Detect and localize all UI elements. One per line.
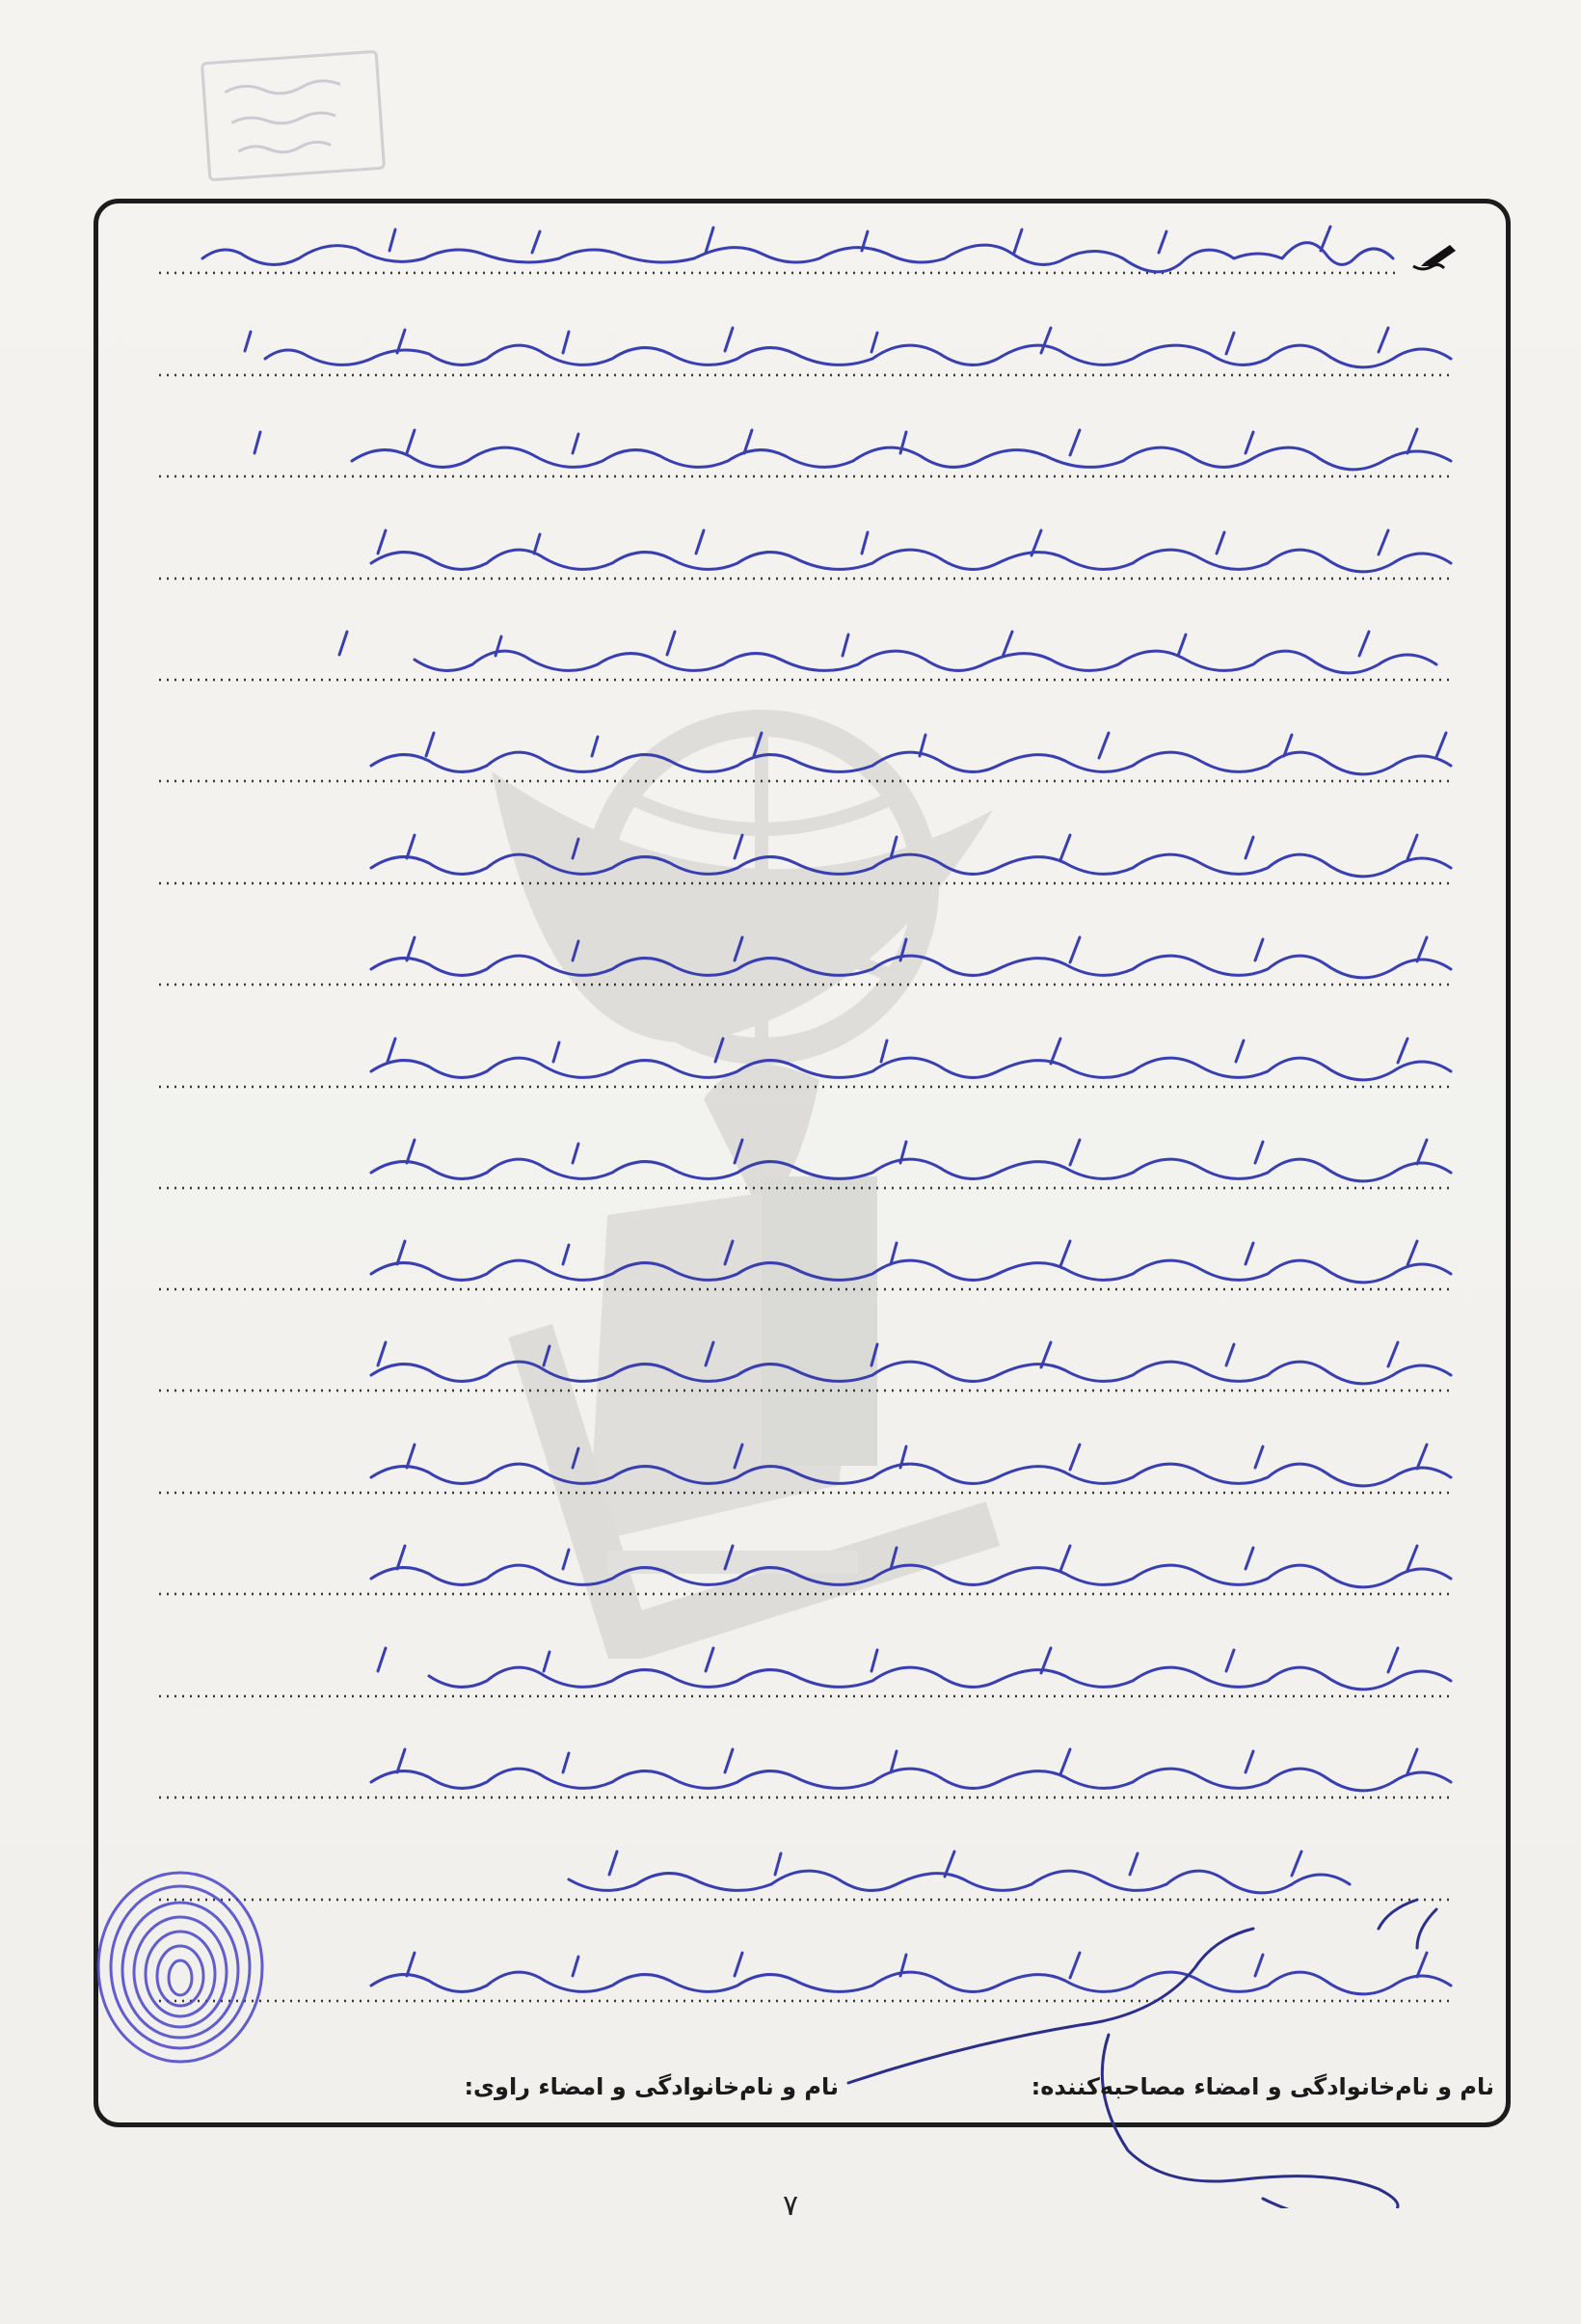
fingerprint-mark [89, 1866, 272, 2068]
narrator-signature-label: نام و نام‌خانوادگی و امضاء راوی: [464, 2073, 839, 2100]
signature-labels-row [116, 2073, 1494, 2112]
page-number: ۷ [782, 2189, 799, 2223]
interviewer-signature [839, 1890, 1533, 2208]
interviewer-signature-label: نام و نام‌خانوادگی و امضاء مصاحبه‌کننده: [1031, 2073, 1494, 2100]
